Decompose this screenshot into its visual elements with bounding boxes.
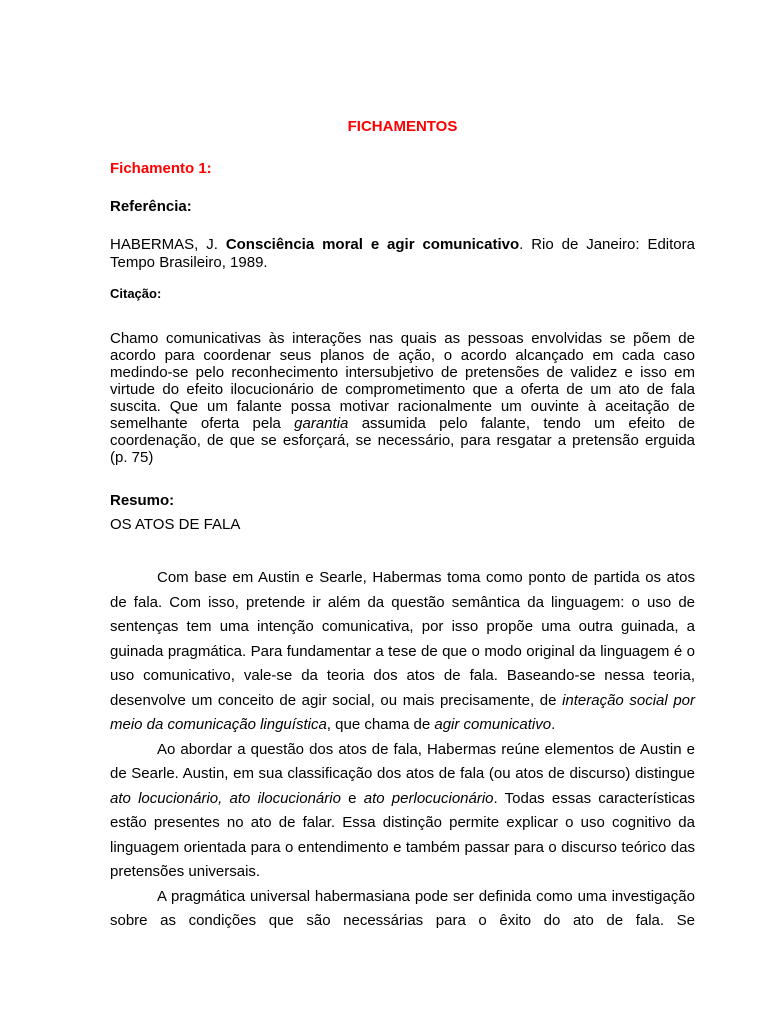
summary-paragraph-3: A pragmática universal habermasiana pode ser definida como uma investigação sobre as condições que são necessárias para o êxito do ato de fala. Se bbox=[110, 887, 695, 929]
citation-text bbox=[110, 330, 695, 466]
p2-italic-2: ato perlocucionário bbox=[363, 789, 494, 807]
p2-text-c: . Todas essas características estão presentes no ato de falar. Essa distinção permite explicar o uso cognitivo da linguagem orientada para o entendimento e também passar para o discurso teórico das pretensões universais. bbox=[110, 789, 695, 880]
summary-paragraph-1 bbox=[110, 566, 695, 738]
reference-paragraph bbox=[110, 236, 695, 272]
p2-italic-1: ato locucionário, ato ilocucionário bbox=[110, 789, 341, 807]
p2-text-a: Ao abordar a questão dos atos de fala, Habermas reúne elementos de Austin e de Searle. Austin, em sua classificação dos atos de fala (ou atos de discurso) distingue bbox=[110, 740, 695, 782]
p1-italic-1: interação social por meio da comunicação linguística bbox=[110, 691, 695, 733]
p1-text-c: . bbox=[551, 716, 556, 733]
summary-body bbox=[110, 566, 695, 934]
citacao-heading: Citação: bbox=[110, 286, 162, 301]
citation-italic: garantia bbox=[294, 415, 349, 432]
citation-part-2: assumida pelo falante, tendo um efeito de coordenação, de que se esforçará, se necessário, para resgatar a pretensão erguida (p. 75) bbox=[110, 415, 695, 466]
p1-text-b: , que chama de bbox=[326, 716, 435, 733]
referencia-heading: Referência: bbox=[110, 198, 192, 215]
reference-author: HABERMAS, J. bbox=[110, 236, 226, 253]
p1-italic-2: agir comunicativo bbox=[434, 716, 552, 733]
page-title: FICHAMENTOS bbox=[347, 118, 458, 135]
resumo-subheading: OS ATOS DE FALA bbox=[110, 516, 241, 533]
p2-text-b: e bbox=[340, 789, 364, 807]
fichamento-heading: Fichamento 1: bbox=[110, 160, 212, 177]
reference-work-title: Consciência moral e agir comunicativo bbox=[225, 236, 520, 253]
reference-text bbox=[110, 236, 695, 272]
p1-text-a: Com base em Austin e Searle, Habermas toma como ponto de partida os atos de fala. Com isso, pretende ir além da questão semântica da linguagem: o uso de sentenças tem uma intenção comunicativa, por isso propõe uma outra guinada, a guinada pragmática. Para fundamentar a tese de que o modo original da linguagem é o uso comunicativo, vale-se da teoria dos atos de fala. Baseando-se nessa teoria, desenvolve um conceito de agir social, ou mais precisamente, de bbox=[110, 569, 695, 709]
document-page bbox=[110, 0, 695, 1024]
resumo-heading: Resumo: bbox=[110, 492, 175, 509]
citation-paragraph bbox=[110, 330, 695, 466]
reference-publication: . Rio de Janeiro: Editora Tempo Brasileiro, 1989. bbox=[110, 236, 695, 271]
citation-part-1: Chamo comunicativas às interações nas quais as pessoas envolvidas se põem de acordo para coordenar seus planos de ação, o acordo alcançado em cada caso medindo-se pelo reconhecimento intersubjetivo de pretensões de validez e isso em virtude do efeito ilocucionário de comprometimento que a oferta de um ato de fala suscita. Que um falante possa motivar racionalmente um ouvinte à aceitação de semelhante oferta pela bbox=[110, 330, 695, 432]
summary-paragraph-2 bbox=[110, 738, 695, 885]
